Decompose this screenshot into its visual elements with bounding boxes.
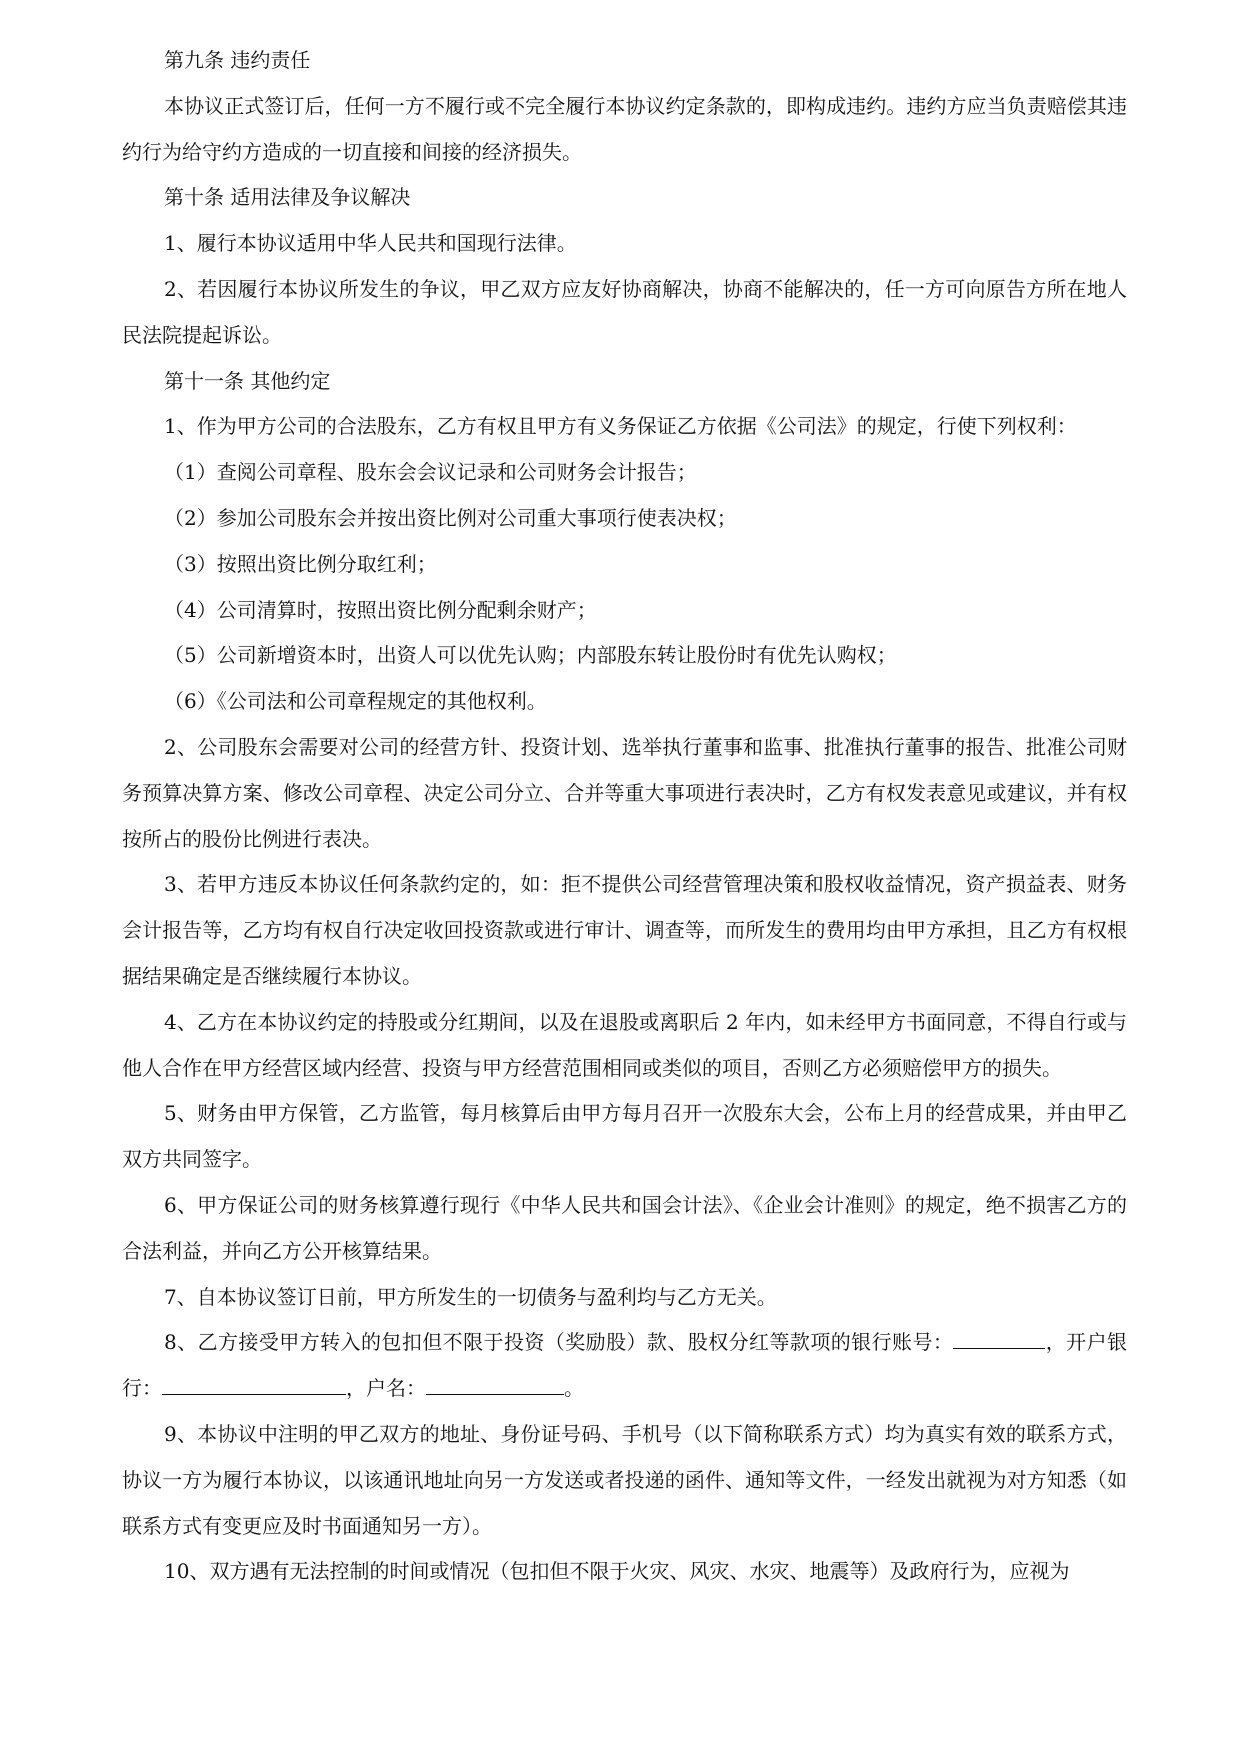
article-11-item-8 — [122, 1320, 1127, 1412]
article-11-sub-4: （4）公司清算时，按照出资比例分配剩余财产； — [164, 597, 597, 622]
item-8-text-b: ，开户银行： — [122, 1330, 1127, 1401]
item-8-text-a: 8、乙方接受甲方转入的包扣但不限于投资（奖励股）款、股权分红等款项的银行账号： — [164, 1330, 954, 1355]
item-8-text-d: 。 — [564, 1376, 584, 1401]
article-11-item-1: 1、作为甲方公司的合法股东，乙方有权且甲方有义务保证乙方依据《公司法》的规定，行使下列权利： — [164, 414, 1077, 439]
article-11-sub-1: （1）查阅公司章程、股东会会议记录和公司财务会计报告； — [164, 460, 697, 485]
article-11-sub-6: （6）《公司法和公司章程规定的其他权利。 — [164, 689, 547, 714]
article-10-item-2: 2、若因履行本协议所发生的争议，甲乙双方应友好协商解决，协商不能解决的，任一方可向原告方所在地人民法院提起诉讼。 — [122, 276, 1127, 347]
article-11-item-4: 4、乙方在本协议约定的持股或分红期间，以及在退股或离职后 2 年内，如未经甲方书面同意，不得自行或与他人合作在甲方经营区域内经营、投资与甲方经营范围相同或类似的项目，否则乙方必须赔偿甲方的损失。 — [122, 1009, 1127, 1080]
bank-account-blank — [953, 1326, 1045, 1349]
article-9-paragraph: 本协议正式签订后，任何一方不履行或不完全履行本协议约定条款的，即构成违约。违约方应当负责赔偿其违约行为给守约方造成的一切直接和间接的经济损失。 — [122, 93, 1127, 164]
article-10-item-1: 1、履行本协议适用中华人民共和国现行法律。 — [164, 231, 577, 256]
article-11-sub-2: （2）参加公司股东会并按出资比例对公司重大事项行使表决权； — [164, 505, 737, 530]
document-page — [122, 38, 1127, 1595]
article-11-item-5: 5、财务由甲方保管，乙方监管，每月核算后由甲方每月召开一次股东大会，公布上月的经营成果，并由甲乙双方共同签字。 — [122, 1101, 1127, 1172]
article-11-sub-3: （3）按照出资比例分取红利； — [164, 551, 437, 576]
article-9-heading: 第九条 违约责任 — [164, 48, 311, 72]
account-name-blank — [426, 1372, 564, 1395]
article-11-item-10: 10、双方遇有无法控制的时间或情况（包扣但不限于火灾、风灾、水灾、地震等）及政府行为，应视为 — [164, 1559, 1070, 1584]
article-11-item-9: 9、本协议中注明的甲乙双方的地址、身份证号码、手机号（以下简称联系方式）均为真实有效的联系方式，协议一方为履行本协议，以该通讯地址向另一方发送或者投递的函件、通知等文件，一经发出就视为对方知悉（如联系方式有变更应及时书面通知另一方）。 — [122, 1421, 1127, 1538]
opening-bank-blank — [162, 1372, 346, 1395]
article-11-item-6: 6、甲方保证公司的财务核算遵行现行《中华人民共和国会计法》、《企业会计准则》的规定，绝不损害乙方的合法利益，并向乙方公开核算结果。 — [122, 1192, 1127, 1263]
article-11-item-3: 3、若甲方违反本协议任何条款约定的，如：拒不提供公司经营管理决策和股权收益情况，资产损益表、财务会计报告等，乙方均有权自行决定收回投资款或进行审计、调查等，而所发生的费用均由甲方承担，且乙方有权根据结果确定是否继续履行本协议。 — [122, 872, 1127, 988]
article-11-sub-5: （5）公司新增资本时，出资人可以优先认购；内部股东转让股份时有优先认购权； — [164, 643, 897, 668]
item-8-text-c: ，户名： — [346, 1376, 426, 1401]
article-10-heading: 第十条 适用法律及争议解决 — [164, 185, 411, 210]
article-11-item-7: 7、自本协议签订日前，甲方所发生的一切债务与盈利均与乙方无关。 — [164, 1284, 777, 1309]
article-11-heading: 第十一条 其他约定 — [164, 368, 331, 393]
article-11-item-2: 2、公司股东会需要对公司的经营方针、投资计划、选举执行董事和监事、批准执行董事的报告、批准公司财务预算决算方案、修改公司章程、决定公司分立、合并等重大事项进行表决时，乙方有权发表意见或建议，并有权按所占的股份比例进行表决。 — [122, 734, 1127, 851]
